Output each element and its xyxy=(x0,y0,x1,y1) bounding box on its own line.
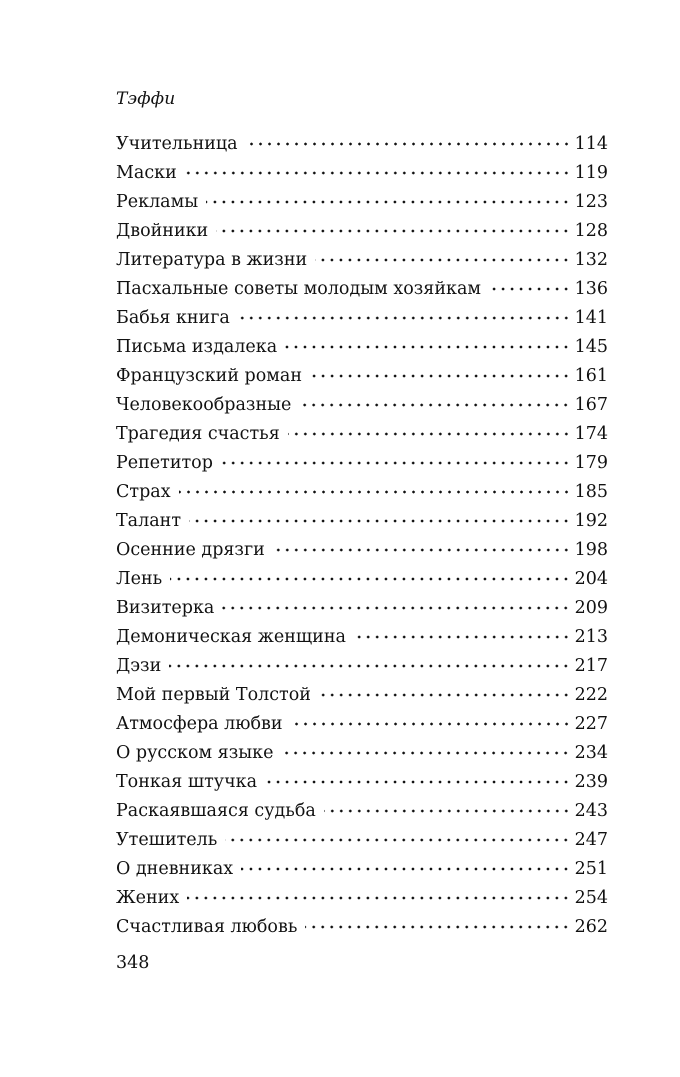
toc-entry-page: 136 xyxy=(574,279,608,299)
toc-entry-title: Литература в жизни xyxy=(116,250,308,270)
dot-leader xyxy=(489,287,571,291)
toc-entry xyxy=(116,855,608,884)
table-of-contents xyxy=(116,130,608,942)
toc-entry xyxy=(116,333,608,362)
toc-entry-title: Человекообразные xyxy=(116,395,292,415)
toc-entry xyxy=(116,739,608,768)
toc-entry-title: Осенние дрязги xyxy=(116,540,265,560)
dot-leader xyxy=(265,780,571,784)
toc-entry-title: Атмосфера любви xyxy=(116,714,283,734)
toc-entry-title: Лень xyxy=(116,569,163,589)
toc-entry-page: 161 xyxy=(574,366,608,386)
toc-entry-title: Репетитор xyxy=(116,453,213,473)
dot-leader xyxy=(185,171,571,175)
dot-leader xyxy=(288,432,571,436)
toc-entry-title: Рекламы xyxy=(116,192,199,212)
dot-leader xyxy=(310,374,571,378)
toc-entry xyxy=(116,623,608,652)
toc-entry-page: 123 xyxy=(574,192,608,212)
toc-entry xyxy=(116,130,608,159)
dot-leader xyxy=(273,548,571,552)
toc-entry-page: 132 xyxy=(574,250,608,270)
dot-leader xyxy=(241,867,570,871)
toc-entry xyxy=(116,913,608,942)
running-head: Тэффи xyxy=(116,89,176,109)
toc-entry-title: Демоническая женщина xyxy=(116,627,346,647)
toc-entry-page: 213 xyxy=(574,627,608,647)
dot-leader xyxy=(354,635,571,639)
toc-entry xyxy=(116,304,608,333)
toc-entry xyxy=(116,797,608,826)
toc-entry-page: 114 xyxy=(574,134,608,154)
toc-entry-title: Французский роман xyxy=(116,366,302,386)
dot-leader xyxy=(189,519,571,523)
toc-entry xyxy=(116,362,608,391)
toc-entry-title: Тонкая штучка xyxy=(116,772,258,792)
toc-entry-title: Счастливая любовь xyxy=(116,917,298,937)
dot-leader xyxy=(225,838,570,842)
toc-entry xyxy=(116,536,608,565)
toc-entry-title: Страх xyxy=(116,482,171,502)
toc-entry-page: 262 xyxy=(574,917,608,937)
toc-entry-page: 192 xyxy=(574,511,608,531)
toc-entry-title: Талант xyxy=(116,511,182,531)
toc-entry-page: 209 xyxy=(574,598,608,618)
toc-entry xyxy=(116,188,608,217)
toc-entry xyxy=(116,159,608,188)
dot-leader xyxy=(246,142,571,146)
toc-entry-page: 247 xyxy=(574,830,608,850)
toc-entry-title: Дэзи xyxy=(116,656,162,676)
dot-leader xyxy=(324,809,571,813)
toc-entry xyxy=(116,420,608,449)
toc-entry xyxy=(116,391,608,420)
dot-leader xyxy=(319,693,571,697)
toc-entry-page: 167 xyxy=(574,395,608,415)
dot-leader xyxy=(281,751,570,755)
toc-entry xyxy=(116,565,608,594)
toc-entry-title: Письма издалека xyxy=(116,337,278,357)
toc-entry-title: Визитерка xyxy=(116,598,215,618)
toc-entry-page: 204 xyxy=(574,569,608,589)
dot-leader xyxy=(221,461,571,465)
toc-entry-title: Утешитель xyxy=(116,830,218,850)
dot-leader xyxy=(285,345,570,349)
toc-entry xyxy=(116,768,608,797)
dot-leader xyxy=(238,316,571,320)
toc-entry-title: Жених xyxy=(116,888,180,908)
dot-leader xyxy=(187,896,570,900)
toc-entry-title: Двойники xyxy=(116,221,209,241)
toc-entry xyxy=(116,710,608,739)
toc-entry-page: 185 xyxy=(574,482,608,502)
toc-entry xyxy=(116,478,608,507)
dot-leader xyxy=(170,577,570,581)
toc-entry-title: Бабья книга xyxy=(116,308,230,328)
toc-entry-page: 145 xyxy=(574,337,608,357)
toc-entry-page: 174 xyxy=(574,424,608,444)
toc-entry xyxy=(116,681,608,710)
toc-entry-page: 128 xyxy=(574,221,608,241)
dot-leader xyxy=(216,229,570,233)
dot-leader xyxy=(305,925,570,929)
toc-entry xyxy=(116,275,608,304)
toc-entry-page: 217 xyxy=(574,656,608,676)
toc-entry-page: 239 xyxy=(574,772,608,792)
toc-entry-title: Маски xyxy=(116,163,177,183)
dot-leader xyxy=(206,200,570,204)
toc-entry-page: 179 xyxy=(574,453,608,473)
toc-entry-title: Пасхальные советы молодым хозяйкам xyxy=(116,279,481,299)
toc-entry xyxy=(116,884,608,913)
toc-entry-title: О дневниках xyxy=(116,859,234,879)
toc-entry-page: 222 xyxy=(574,685,608,705)
toc-entry-title: О русском языке xyxy=(116,743,274,763)
toc-entry xyxy=(116,449,608,478)
toc-entry-title: Мой первый Толстой xyxy=(116,685,311,705)
toc-entry-title: Раскаявшаяся судьба xyxy=(116,801,316,821)
toc-entry-page: 243 xyxy=(574,801,608,821)
toc-entry xyxy=(116,217,608,246)
toc-entry xyxy=(116,594,608,623)
dot-leader xyxy=(179,490,571,494)
dot-leader xyxy=(169,664,570,668)
toc-entry xyxy=(116,507,608,536)
toc-entry-page: 251 xyxy=(574,859,608,879)
toc-entry-page: 141 xyxy=(574,308,608,328)
toc-entry-page: 198 xyxy=(574,540,608,560)
toc-entry xyxy=(116,246,608,275)
toc-entry xyxy=(116,826,608,855)
toc-entry-page: 119 xyxy=(574,163,608,183)
dot-leader xyxy=(291,722,571,726)
toc-entry-title: Трагедия счастья xyxy=(116,424,280,444)
page-number: 348 xyxy=(116,953,150,973)
dot-leader xyxy=(299,403,570,407)
toc-entry-title: Учительница xyxy=(116,134,238,154)
toc-entry-page: 227 xyxy=(574,714,608,734)
toc-entry-page: 254 xyxy=(574,888,608,908)
dot-leader xyxy=(315,258,570,262)
toc-entry xyxy=(116,652,608,681)
dot-leader xyxy=(222,606,570,610)
toc-entry-page: 234 xyxy=(574,743,608,763)
